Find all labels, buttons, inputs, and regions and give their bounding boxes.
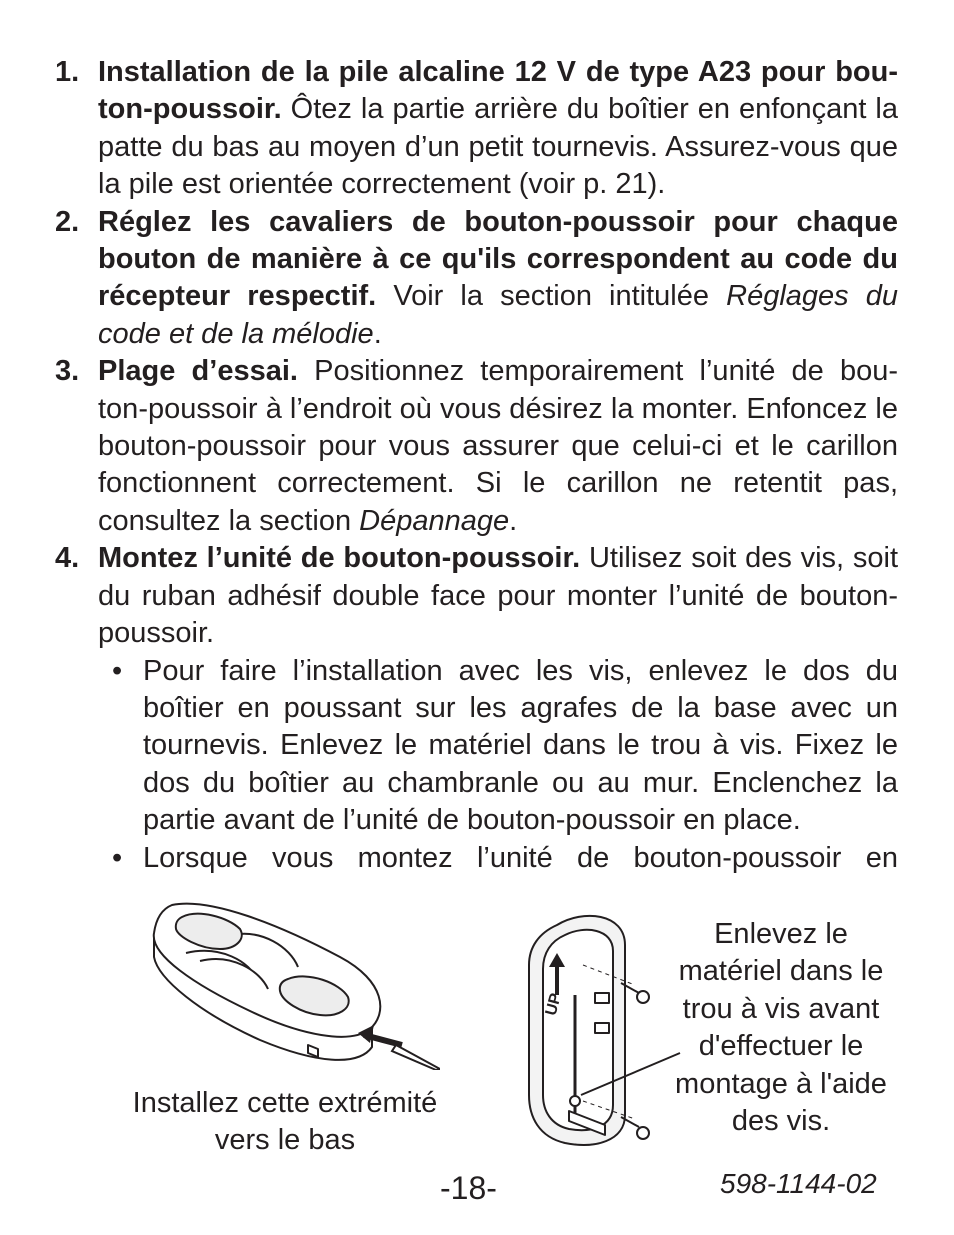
bullet-dot: • xyxy=(112,841,123,874)
step-1 xyxy=(55,54,898,204)
step-title: Plage d’essai. xyxy=(98,355,298,388)
right-figure-caption xyxy=(665,916,897,1140)
screw-icon xyxy=(621,1117,649,1139)
step-4 xyxy=(55,540,898,877)
step-3 xyxy=(55,353,898,540)
step-title: Réglez les cavaliers de bouton-poussoir pour chaque bouton de manière à ce qu'ils correspondent au code du récepteur respectif. xyxy=(98,205,898,313)
step-text: Positionnez temporairement l’unité de bou-ton-poussoir à l’endroit où vous désirez la monter. Enfoncez le bouton-poussoir pour vous assurer que celui-ci et le carillon fonctionnent correctement. Si le carillon ne retentit pas, consultez la section xyxy=(98,355,899,537)
step-number: 1. xyxy=(55,56,80,88)
step-text: Voir la section intitulée xyxy=(376,280,727,313)
caption-line: trou à vis avant xyxy=(682,992,880,1025)
step-2 xyxy=(55,204,898,354)
caption-line: vers le bas xyxy=(214,1124,356,1157)
step-end: . xyxy=(509,504,518,537)
battery-cover-remote-illustration xyxy=(140,895,440,1070)
bullet-item xyxy=(98,840,898,877)
bullet-item xyxy=(98,653,898,840)
section-reference: Réglages du code et de la mélodie xyxy=(98,280,899,350)
step-text: Utilisez soit des vis, soit du ruban adhésif double face pour monter l’unité de bouton-poussoir. xyxy=(98,542,898,650)
caption-line: d'effectuer le xyxy=(698,1030,864,1063)
step-title: Montez l’unité de bouton-poussoir. xyxy=(98,542,581,575)
bullet-text: Lorsque vous montez l’unité de bouton-poussoir en xyxy=(143,841,898,874)
caption-line: montage à l'aide xyxy=(675,1067,887,1100)
bullet-text: Pour faire l’installation avec les vis, enlevez le dos du boîtier en poussant sur les agrafes de la base avec un tournevis. Enlevez le matériel dans le trou à vis. Fixez le dos du boîtier au chambranle ou au mur. Enclenchez la partie avant de l’unité de bouton-poussoir en place. xyxy=(143,654,898,837)
step-number: 3. xyxy=(55,355,80,388)
bullet-dot: • xyxy=(112,654,123,687)
instruction-steps xyxy=(55,54,898,877)
section-reference: Dépannage xyxy=(359,504,510,537)
step-number: 4. xyxy=(55,542,80,575)
page-number: -18- xyxy=(440,1170,497,1206)
left-figure-caption xyxy=(120,1085,450,1160)
housing-back-illustration xyxy=(525,905,685,1155)
step-number: 2. xyxy=(55,205,80,238)
caption-line: des vis. xyxy=(731,1105,831,1138)
step-title: Installation de la pile alcaline 12 V de type A23 pour bou-ton-poussoir. xyxy=(98,56,898,126)
step-end: . xyxy=(373,317,382,350)
step-text: Ôtez la partie arrière du boîtier en enfonçant la patte du bas au moyen d’un petit tournevis. Assurez-vous que la pile est orientée correctement (voir p. 21). xyxy=(98,93,898,201)
caption-line: Enlevez le xyxy=(714,918,848,950)
document-code: 598-1144-02 xyxy=(720,1168,877,1199)
caption-line: matériel dans le xyxy=(678,955,884,988)
up-label: UP xyxy=(542,991,565,1018)
screwdriver-icon xyxy=(392,1045,440,1070)
caption-line: Installez cette extrémité xyxy=(132,1087,438,1119)
